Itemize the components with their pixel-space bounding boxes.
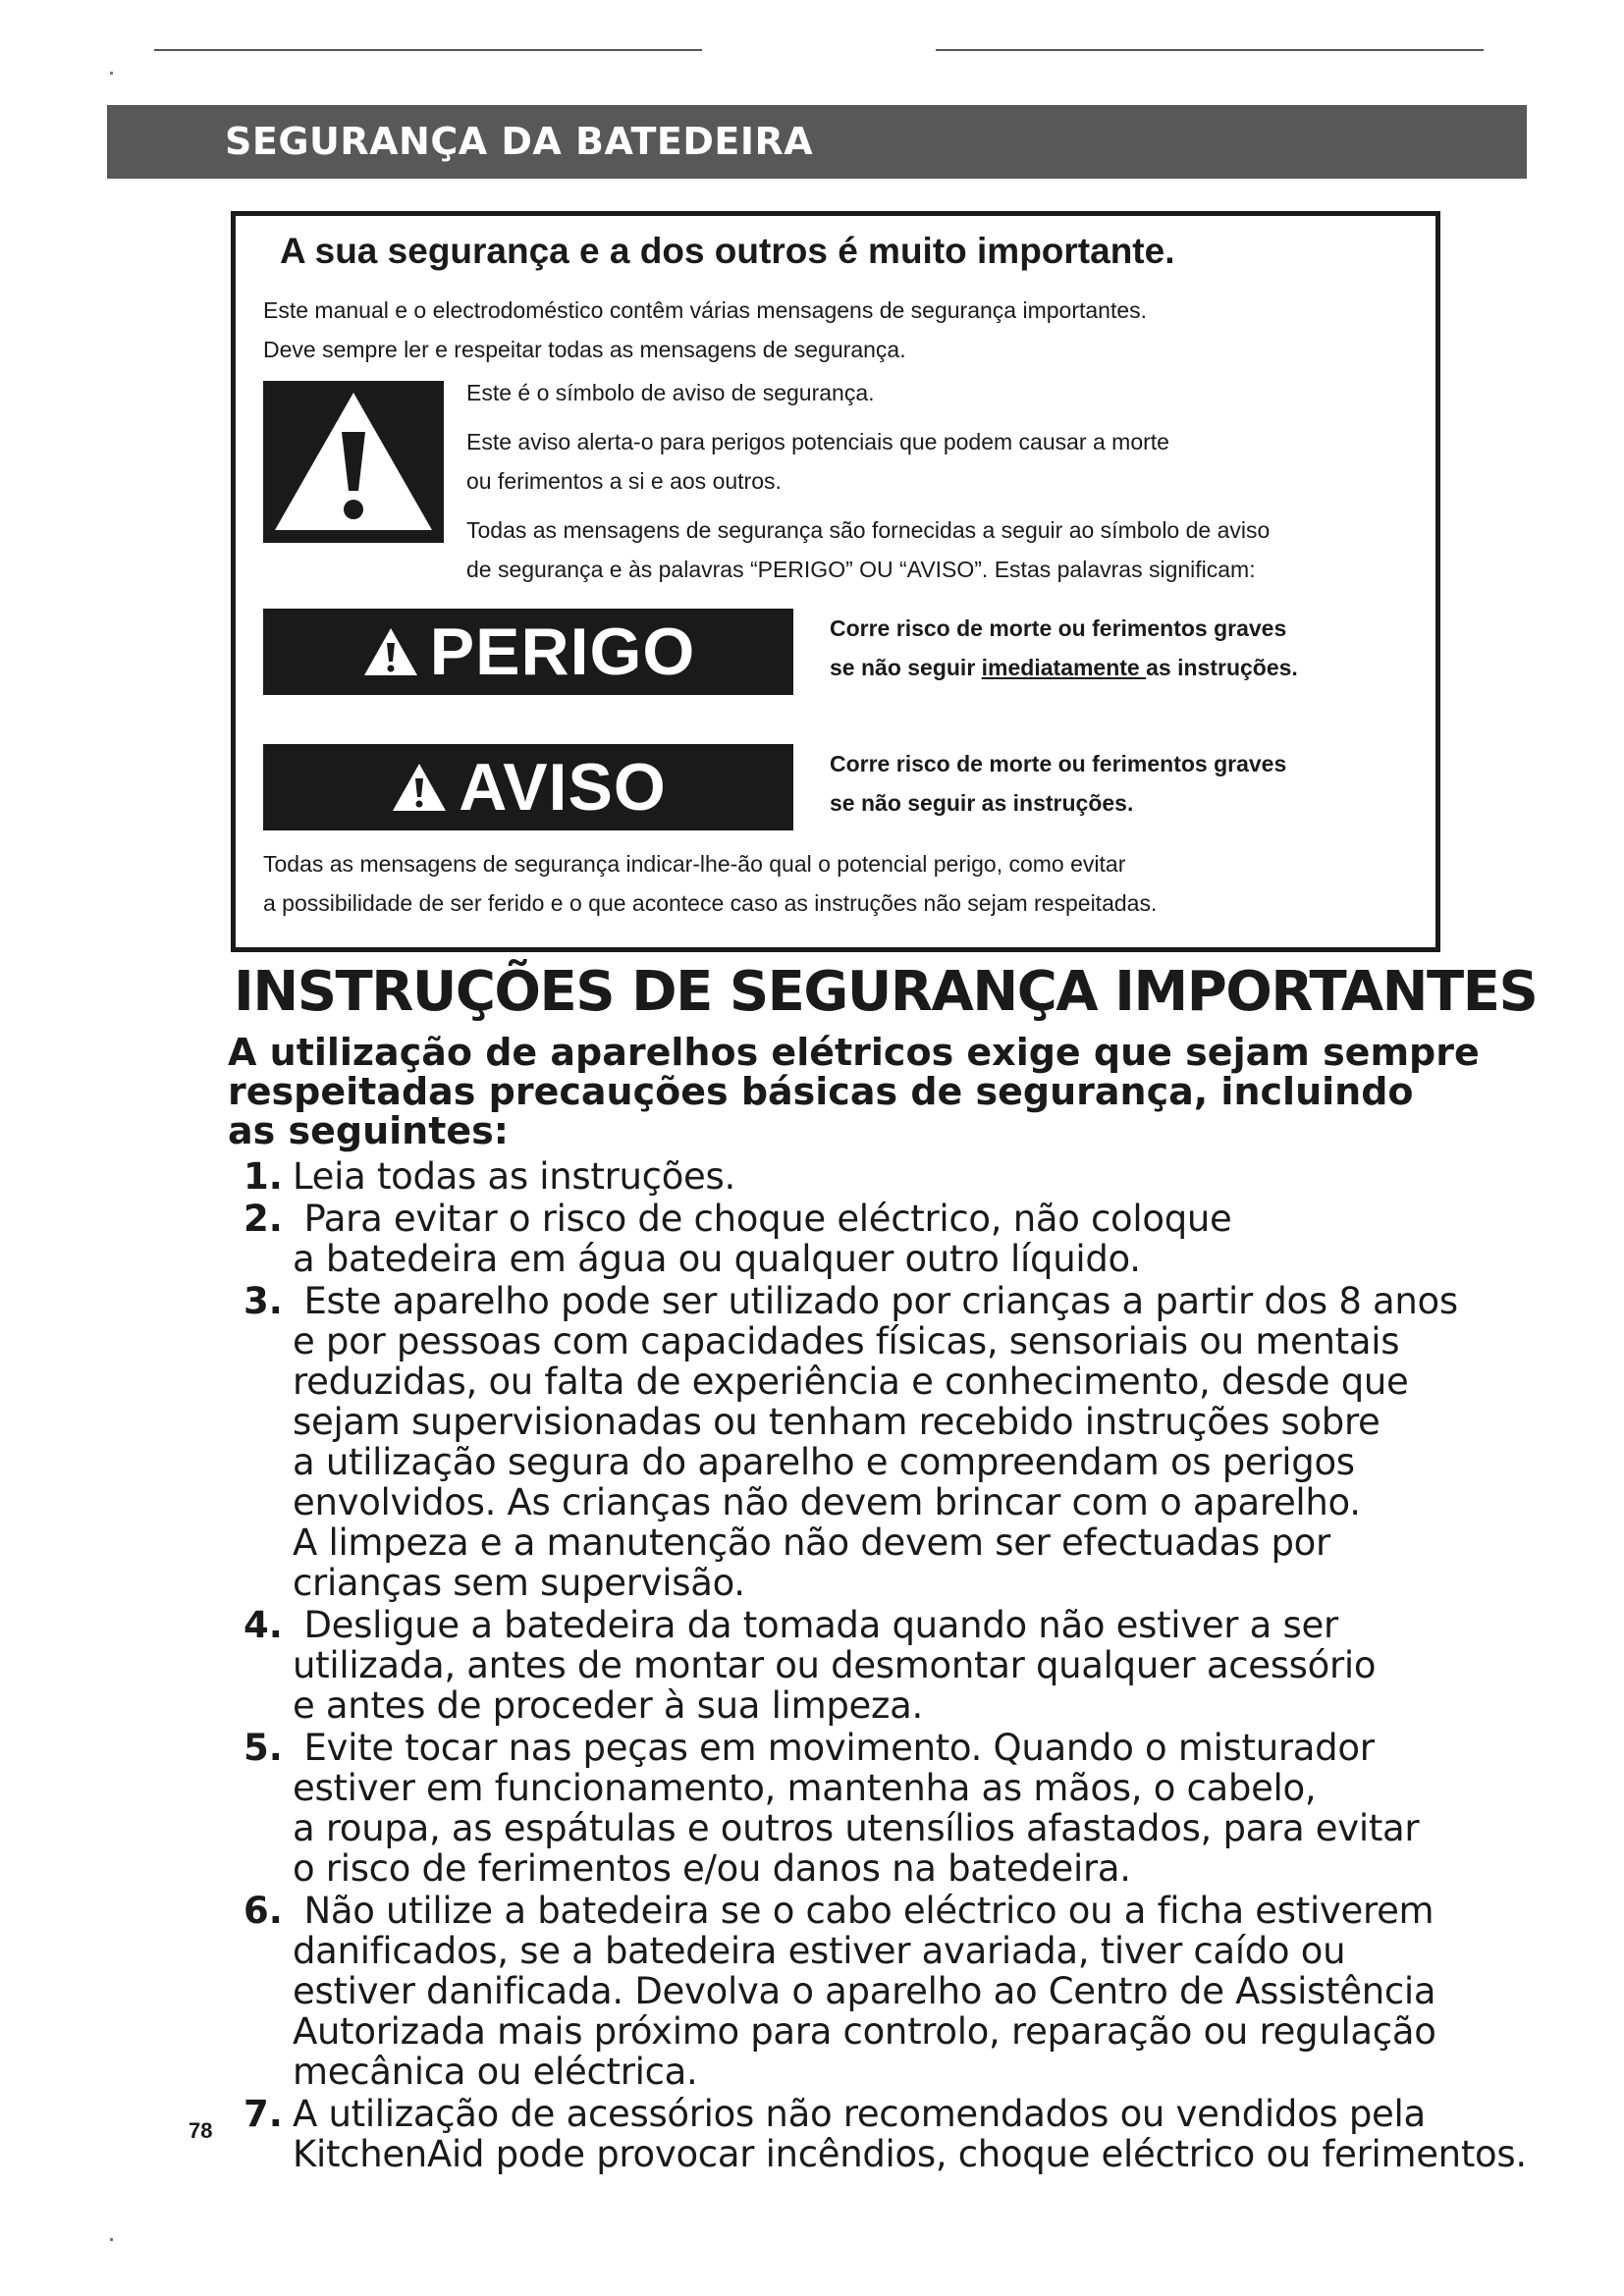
instruction-line: envolvidos. As crianças não devem brincar com o aparelho.: [293, 1481, 1361, 1523]
perigo-label: PERIGO: [429, 614, 696, 689]
scan-speck: [110, 2238, 113, 2241]
instruction-line: KitchenAid pode provocar incêndios, choque eléctrico ou ferimentos.: [293, 2133, 1527, 2175]
instruction-line: Não utilize a batedeira se o cabo eléctrico ou a ficha estiverem: [293, 1890, 1435, 1932]
symbol-explanation: [466, 373, 1270, 589]
signal-words-line: Todas as mensagens de segurança são fornecidas a seguir ao símbolo de aviso: [466, 517, 1271, 543]
symbol-purpose-line: Este aviso alerta-o para perigos potenciais que podem causar a morte: [466, 429, 1169, 454]
instructions-intro: [228, 1033, 1480, 1150]
main-heading: INSTRUÇÕES DE SEGURANÇA IMPORTANTES: [234, 960, 1538, 1024]
instruction-line: Leia todas as instruções.: [293, 1155, 735, 1198]
perigo-emphasis: imediatamente: [981, 655, 1147, 680]
perigo-line-text: as instruções.: [1146, 655, 1298, 680]
instructions-intro-line: respeitadas precauções básicas de segurança, incluindo: [228, 1070, 1414, 1113]
instruction-line: crianças sem supervisão.: [293, 1562, 745, 1604]
instruction-line: A utilização de acessórios não recomendados ou vendidos pela: [293, 2093, 1426, 2135]
perigo-line-text: se não seguir: [830, 655, 982, 680]
section-title-bar: [107, 105, 1527, 179]
instruction-line: sejam supervisionadas ou tenham recebido instruções sobre: [293, 1401, 1380, 1443]
instruction-line: Este aparelho pode ser utilizado por crianças a partir dos 8 anos: [293, 1280, 1458, 1322]
instruction-line: estiver danificada. Devolva o aparelho ao Centro de Assistência: [293, 1970, 1436, 2012]
safety-alert-triangle-icon: [263, 381, 444, 543]
symbol-purpose-line: ou ferimentos a si e aos outros.: [466, 468, 782, 494]
instruction-number: 4.: [244, 1604, 283, 1646]
instruction-line: Desligue a batedeira da tomada quando não estiver a ser: [293, 1604, 1338, 1646]
instruction-line: Para evitar o risco de choque eléctrico, não coloque: [293, 1198, 1232, 1240]
instruction-line: Autorizada mais próximo para controlo, reparação ou regulação: [293, 2010, 1436, 2053]
instruction-line: Evite tocar nas peças em movimento. Quando o misturador: [293, 1727, 1375, 1769]
instruction-line: a roupa, as espátulas e outros utensílios afastados, para evitar: [293, 1807, 1420, 1849]
instruction-line: a utilização segura do aparelho e compreendam os perigos: [293, 1441, 1355, 1483]
header-rule-left: [154, 49, 702, 51]
instruction-line: estiver em funcionamento, mantenha as mãos, o cabelo,: [293, 1767, 1317, 1809]
aviso-line: Corre risco de morte ou ferimentos graves: [830, 751, 1287, 776]
instruction-line: e por pessoas com capacidades físicas, sensoriais ou mentais: [293, 1320, 1400, 1362]
instruction-line: a batedeira em água ou qualquer outro líquido.: [293, 1238, 1141, 1280]
section-title: SEGURANÇA DA BATEDEIRA: [225, 120, 814, 163]
safety-intro-line: Este manual e o electrodoméstico contêm várias mensagens de segurança importantes.: [263, 297, 1148, 323]
instruction-line: mecânica ou eléctrica.: [293, 2051, 698, 2093]
warning-triangle-icon: [361, 625, 420, 678]
instruction-line: e antes de proceder à sua limpeza.: [293, 1684, 923, 1727]
instruction-line: o risco de ferimentos e/ou danos na batedeira.: [293, 1847, 1131, 1890]
warning-triangle-icon: [390, 761, 449, 814]
instruction-number: 3.: [244, 1280, 283, 1322]
perigo-signal-banner: [263, 609, 793, 695]
instructions-intro-line: A utilização de aparelhos elétricos exige que sejam sempre: [228, 1031, 1480, 1074]
instruction-line: danificados, se a batedeira estiver avariada, tiver caído ou: [293, 1930, 1346, 1972]
instruction-number: 6.: [244, 1890, 283, 1932]
instruction-line: reduzidas, ou falta de experiência e conhecimento, desde que: [293, 1361, 1409, 1403]
instruction-number: 5.: [244, 1727, 283, 1769]
safety-box-title: A sua segurança e a dos outros é muito importante.: [280, 231, 1175, 271]
instruction-line: A limpeza e a manutenção não devem ser efectuadas por: [293, 1522, 1330, 1564]
symbol-purpose: [466, 422, 1270, 501]
symbol-signal-words: [466, 510, 1270, 589]
safety-footer-line: Todas as mensagens de segurança indicar-lhe-ão qual o potencial perigo, como evitar: [263, 851, 1126, 877]
aviso-label: AVISO: [459, 750, 667, 825]
instruction-number: 7.: [244, 2093, 283, 2135]
perigo-description: [830, 609, 1298, 687]
instruction-number: 1.: [244, 1155, 283, 1198]
instruction-number: 2.: [244, 1198, 283, 1240]
instructions-intro-line: as seguintes:: [228, 1109, 509, 1152]
scan-speck: [110, 72, 113, 75]
perigo-line: Corre risco de morte ou ferimentos graves: [830, 615, 1287, 641]
aviso-line: se não seguir as instruções.: [830, 790, 1134, 816]
safety-message-box: [231, 211, 1440, 952]
instruction-line: utilizada, antes de montar ou desmontar qualquer acessório: [293, 1644, 1377, 1686]
aviso-signal-banner: [263, 744, 793, 830]
safety-intro-line: Deve sempre ler e respeitar todas as mensagens de segurança.: [263, 337, 906, 362]
aviso-description: [830, 744, 1286, 823]
signal-words-line: de segurança e às palavras “PERIGO” OU “AVISO”. Estas palavras significam:: [466, 557, 1256, 582]
symbol-definition: Este é o símbolo de aviso de segurança.: [466, 380, 875, 405]
perigo-line: [830, 648, 1298, 687]
page-number: 78: [189, 2118, 213, 2143]
header-rule-right: [936, 49, 1484, 51]
safety-footer-line: a possibilidade de ser ferido e o que acontece caso as instruções não sejam respeitadas.: [263, 890, 1158, 916]
safety-box-footer: [263, 844, 1157, 923]
safety-box-intro: [263, 291, 1147, 369]
